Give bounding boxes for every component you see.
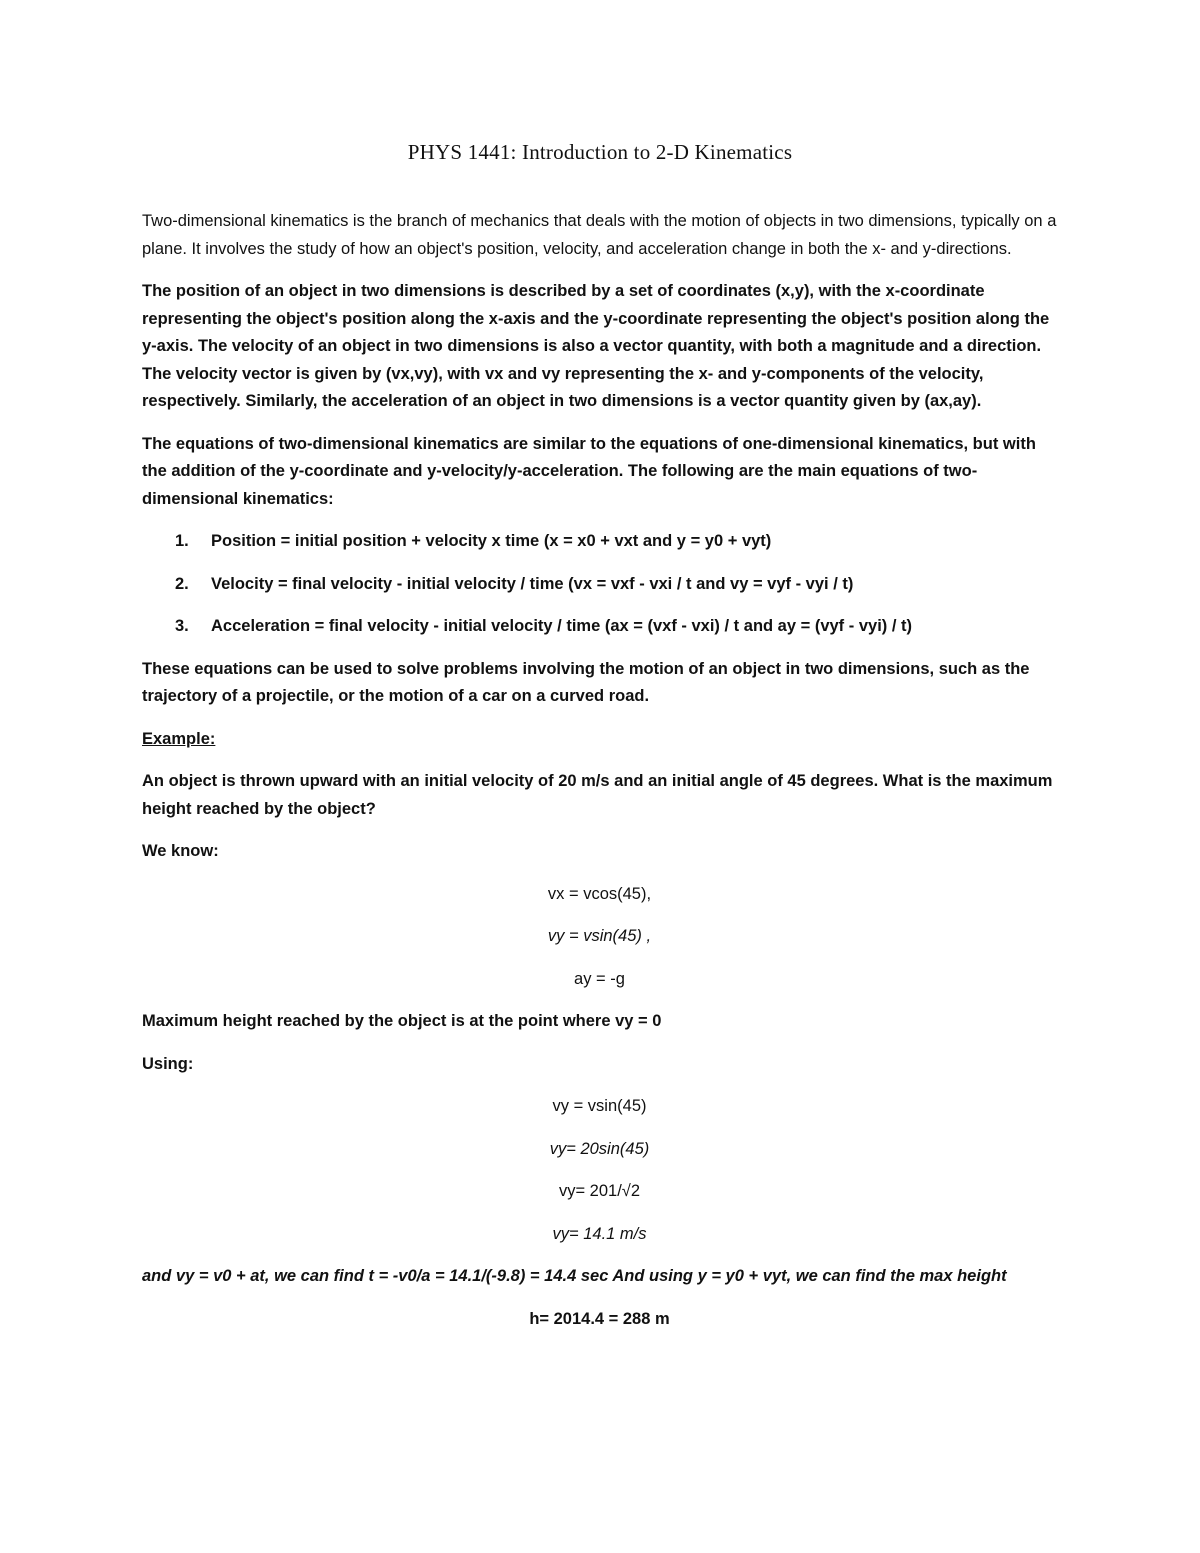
list-item-number: 1. bbox=[175, 532, 189, 550]
list-item-text: Position = initial position + velocity x time (x = x0 + vxt and y = y0 + vyt) bbox=[211, 532, 772, 550]
final-answer: h= 2014.4 = 288 m bbox=[529, 1309, 670, 1328]
solution-step: vy= 201/√2 bbox=[558, 1182, 641, 1200]
page-title: PHYS 1441: Introduction to 2-D Kinematics bbox=[407, 140, 793, 164]
list-item bbox=[142, 613, 1057, 641]
closing-paragraph: These equations can be used to solve problems involving the motion of an object in two dimensions, such as the trajectory of a projectile, or the motion of a car on a curved road. bbox=[142, 659, 1030, 705]
equations-intro-paragraph: The equations of two-dimensional kinematics are similar to the equations of one-dimensional kinematics, but with the addition of the y-coordinate and y-velocity/y-acceleration. The following are the main equations of two-dimensional kinematics: bbox=[142, 434, 1036, 508]
list-item-number: 3. bbox=[175, 617, 189, 635]
solution-step: vy= 14.1 m/s bbox=[552, 1224, 647, 1243]
known-equation: vy = vsin(45) , bbox=[547, 927, 652, 945]
equations-list bbox=[142, 528, 1057, 641]
intro-paragraph: Two-dimensional kinematics is the branch of mechanics that deals with the motion of objects in two dimensions, typically on a plane. It involves the study of how an object's position, velocity, and acceleration change in both the x- and y-directions. bbox=[142, 212, 1057, 258]
list-item bbox=[142, 571, 1057, 599]
max-height-note: Maximum height reached by the object is at the point where vy = 0 bbox=[142, 1012, 662, 1030]
known-equation: vx = vcos(45), bbox=[547, 884, 652, 903]
we-know-label: We know: bbox=[142, 842, 219, 860]
document-body bbox=[142, 208, 1057, 1348]
using-label: Using: bbox=[142, 1054, 194, 1073]
list-item-text: Acceleration = final velocity - initial velocity / time (ax = (vxf - vxi) / t and ay = (vyf - vyi) / t) bbox=[211, 617, 913, 635]
position-paragraph: The position of an object in two dimensions is described by a set of coordinates (x,y), with the x-coordinate representing the object's position along the x-axis and the y-coordinate representing the object's position along the y-axis. The velocity of an object in two dimensions is also a vector quantity, with both a magnitude and a direction. The velocity vector is given by (vx,vy), with vx and vy representing the x- and y-components of the velocity, respectively. Similarly, the acceleration of an object in two dimensions is a vector quantity given by (ax,ay). bbox=[142, 282, 1050, 410]
example-heading: Example: bbox=[142, 729, 216, 748]
list-item-number: 2. bbox=[175, 574, 189, 593]
list-item-text: Velocity = final velocity - initial velocity / time (vx = vxf - vxi / t and vy = vyf - vyi / t) bbox=[211, 574, 854, 593]
solution-step: vy = vsin(45) bbox=[552, 1097, 647, 1115]
solution-step: vy= 20sin(45) bbox=[549, 1139, 650, 1158]
example-question: An object is thrown upward with an initial velocity of 20 m/s and an initial angle of 45 degrees. What is the maximum height reached by the object? bbox=[142, 772, 1053, 818]
known-equation: ay = -g bbox=[574, 969, 625, 988]
final-derivation-line: and vy = v0 + at, we can find t = -v0/a = 14.1/(-9.8) = 14.4 sec And using y = y0 + vyt, we can find the max height bbox=[142, 1267, 1007, 1285]
list-item bbox=[142, 528, 1057, 556]
